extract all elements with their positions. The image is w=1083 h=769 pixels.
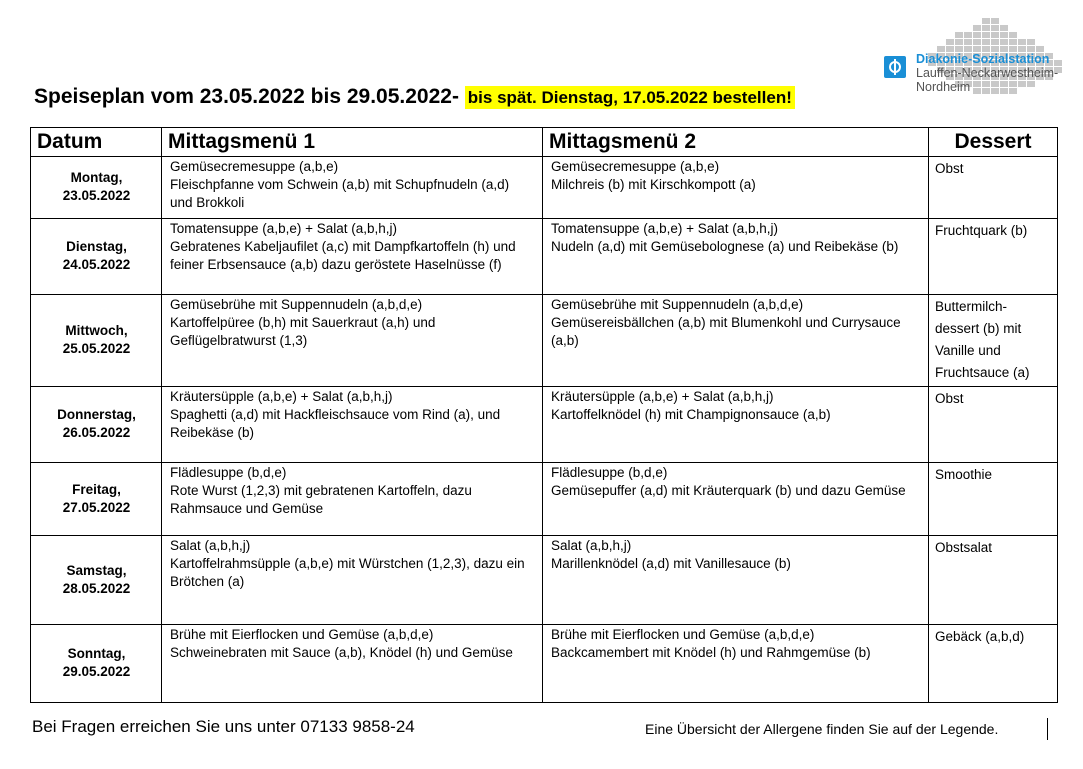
logo-map-cell (982, 25, 990, 31)
dessert-cell: Buttermilch-dessert (b) mit Vanille und Fruchtsauce (a) (929, 295, 1058, 387)
table-row (31, 295, 1058, 387)
day-name: Samstag, (66, 562, 127, 578)
logo-name-line1: Diakonie-Sozialstation (916, 52, 1050, 66)
menu2-item: Gemüsebrühe mit Suppennudeln (a,b,d,e) (551, 297, 804, 312)
logo-text (916, 52, 1058, 94)
logo-map-cell (1009, 32, 1017, 38)
menu2-item: Marillenknödel (a,d) mit Vanillesauce (b) (551, 556, 791, 571)
menu2-item: Backcamembert mit Knödel (h) und Rahmgemüse (b) (551, 645, 871, 660)
day-date: 28.05.2022 (62, 580, 131, 596)
menu2-item: Kräutersüpple (a,b,e) + Salat (a,b,h,j) (551, 389, 774, 404)
menu1-item: Gemüsebrühe mit Suppennudeln (a,b,d,e) (170, 297, 423, 312)
day-name: Dienstag, (66, 239, 127, 254)
dessert-cell: Obstsalat (929, 536, 1058, 625)
contact-footer: Bei Fragen erreichen Sie uns unter 07133 9858-24 (32, 717, 415, 736)
menu1-cell (162, 536, 543, 625)
logo-map-cell (964, 32, 972, 38)
table-row (31, 219, 1058, 295)
menu2-cell (543, 625, 929, 703)
logo-map-cell (991, 18, 999, 24)
logo-map-cell (991, 32, 999, 38)
day-date: 29.05.2022 (62, 664, 131, 679)
logo-map-cell (973, 25, 981, 31)
menu1-item: Kräutersüpple (a,b,e) + Salat (a,b,h,j) (170, 389, 393, 404)
day-cell (31, 536, 162, 625)
menu1-item: Brühe mit Eierflocken und Gemüse (a,b,d,e) (170, 627, 434, 642)
day-date: 23.05.2022 (62, 188, 131, 203)
order-deadline-highlight: bis spät. Dienstag, 17.05.2022 bestellen! (465, 86, 795, 109)
day-date: 27.05.2022 (62, 499, 131, 515)
menu1-item: Schweinebraten mit Sauce (a,b), Knödel (h) und Gemüse (170, 645, 513, 660)
text-cursor (1047, 718, 1048, 740)
menu2-cell (543, 463, 929, 536)
day-cell (31, 625, 162, 703)
menu2-cell (543, 157, 929, 219)
logo-map-cell (982, 32, 990, 38)
day-cell (31, 387, 162, 463)
menu2-item: Flädlesuppe (b,d,e) (551, 465, 668, 480)
menu-table (30, 127, 1058, 703)
menu1-item: Salat (a,b,h,j) (170, 538, 251, 553)
day-date: 24.05.2022 (62, 257, 131, 272)
menu1-item: Rote Wurst (1,2,3) mit gebratenen Kartoffeln, dazu Rahmsauce und Gemüse (170, 483, 472, 516)
menu1-cell (162, 157, 543, 219)
logo-map-cell (1000, 25, 1008, 31)
menu1-item: Tomatensuppe (a,b,e) + Salat (a,b,h,j) (170, 221, 398, 236)
logo-map-cell (955, 32, 963, 38)
menu1-cell (162, 387, 543, 463)
header-datum: Datum (31, 128, 162, 157)
logo-map-cell (973, 32, 981, 38)
day-date: 26.05.2022 (62, 425, 131, 440)
menu2-item: Gemüsepuffer (a,d) mit Kräuterquark (b) und dazu Gemüse (551, 483, 906, 498)
table-row (31, 625, 1058, 703)
menu1-item: Spaghetti (a,d) mit Hackfleischsauce vom Rind (a), und Reibekäse (b) (170, 407, 501, 440)
menu1-item: Gebratenes Kabeljaufilet (a,c) mit Dampfkartoffeln (h) und feiner Erbsensauce (a,b) dazu geröstete Haselnüsse (f) (170, 239, 516, 272)
logo-map-cell (982, 39, 990, 45)
menu2-cell (543, 295, 929, 387)
menu1-cell (162, 219, 543, 295)
header-menu1: Mittagsmenü 1 (162, 128, 543, 157)
logo-map-cell (991, 25, 999, 31)
table-row (31, 157, 1058, 219)
menu1-item: Kartoffelpüree (b,h) mit Sauerkraut (a,h) und Geflügelbratwurst (1,3) (170, 315, 436, 348)
day-date: 25.05.2022 (62, 341, 131, 356)
logo-map-cell (1009, 39, 1017, 45)
menu1-cell (162, 463, 543, 536)
dessert-cell: Smoothie (929, 463, 1058, 536)
logo-map-cell (973, 39, 981, 45)
dessert-cell: Obst (929, 157, 1058, 219)
title-dash: - (451, 85, 465, 108)
dessert-cell: Fruchtquark (b) (929, 219, 1058, 295)
title-main: Speiseplan vom 23.05.2022 bis 29.05.2022 (34, 85, 452, 108)
menu2-item: Kartoffelknödel (h) mit Champignonsauce (a,b) (551, 407, 831, 422)
table-header-row (31, 128, 1058, 157)
logo-map-cell (1000, 32, 1008, 38)
menu2-item: Nudeln (a,d) mit Gemüsebolognese (a) und Reibekäse (b) (551, 239, 899, 254)
menu1-cell (162, 295, 543, 387)
menu2-item: Salat (a,b,h,j) (551, 538, 632, 553)
table-row (31, 387, 1058, 463)
dessert-cell: Obst (929, 387, 1058, 463)
logo-map-cell (991, 39, 999, 45)
table-row (31, 536, 1058, 625)
allergen-footer: Eine Übersicht der Allergene finden Sie auf der Legende. (645, 721, 999, 737)
day-name: Montag, (70, 170, 123, 185)
day-cell (31, 157, 162, 219)
header-dessert: Dessert (929, 128, 1058, 157)
logo-map-cell (1018, 39, 1026, 45)
menu2-item: Brühe mit Eierflocken und Gemüse (a,b,d,e) (551, 627, 815, 642)
logo-map-cell (946, 39, 954, 45)
menu1-cell (162, 625, 543, 703)
day-name: Sonntag, (67, 646, 126, 661)
page-title (34, 85, 795, 109)
logo-name-line3: Nordheim (916, 80, 971, 94)
menu2-cell (543, 536, 929, 625)
menu2-item: Milchreis (b) mit Kirschkompott (a) (551, 177, 756, 192)
logo-map-cell (955, 39, 963, 45)
day-name: Mittwoch, (65, 323, 128, 338)
logo-map-cell (1027, 39, 1035, 45)
menu1-item: Fleischpfanne vom Schwein (a,b) mit Schupfnudeln (a,d) und Brokkoli (170, 177, 510, 210)
menu2-item: Gemüsereisbällchen (a,b) mit Blumenkohl und Currysauce (a,b) (551, 315, 901, 348)
header-menu2: Mittagsmenü 2 (543, 128, 929, 157)
logo-map-cell (1000, 39, 1008, 45)
day-cell (31, 219, 162, 295)
day-name: Freitag, (72, 481, 121, 497)
table-row (31, 463, 1058, 536)
menu1-item: Kartoffelrahmsüpple (a,b,e) mit Würstchen (1,2,3), dazu ein Brötchen (a) (170, 556, 525, 589)
diakonie-cross-icon (884, 56, 906, 78)
logo (884, 18, 1064, 94)
menu2-item: Tomatensuppe (a,b,e) + Salat (a,b,h,j) (551, 221, 779, 236)
menu1-item: Gemüsecremesuppe (a,b,e) (170, 159, 339, 174)
menu2-cell (543, 219, 929, 295)
logo-name-line2: Lauffen-Neckarwestheim- (916, 66, 1059, 80)
dessert-cell: Gebäck (a,b,d) (929, 625, 1058, 703)
menu2-cell (543, 387, 929, 463)
menu-table-body (31, 157, 1058, 703)
day-cell (31, 463, 162, 536)
day-cell (31, 295, 162, 387)
menu1-item: Flädlesuppe (b,d,e) (170, 465, 287, 480)
logo-map-cell (982, 18, 990, 24)
logo-map-cell (964, 39, 972, 45)
day-name: Donnerstag, (57, 407, 136, 422)
menu2-item: Gemüsecremesuppe (a,b,e) (551, 159, 720, 174)
